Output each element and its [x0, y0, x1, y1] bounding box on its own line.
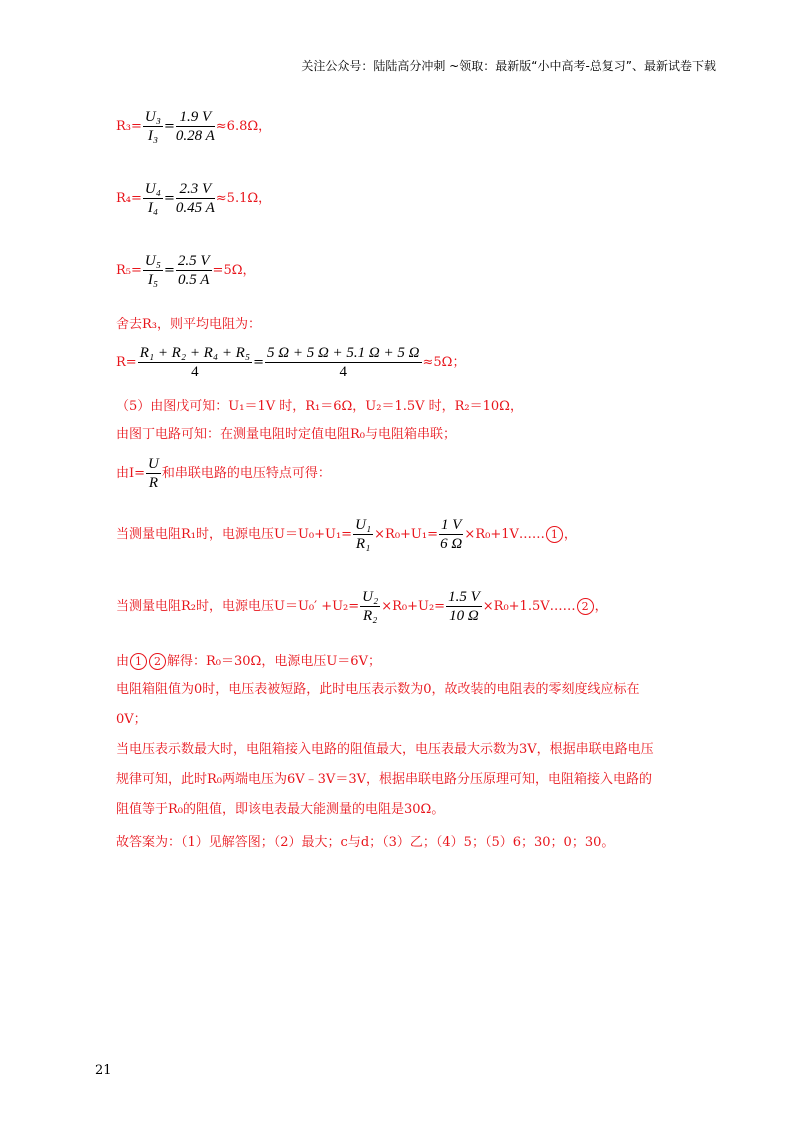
part5-text: （5）由图戊可知：U₁＝1V 时，R₁＝6Ω，U₂＝1.5V 时，R₂＝10Ω， [116, 399, 523, 414]
page-number: 21 [95, 1063, 112, 1078]
max-line-2: 规律可知，此时R₀两端电压为6V﹣3V＝3V，根据串联电路分压原理可知，电阻箱接入电路的 [116, 772, 652, 787]
answer-text: 故答案为：（1）见解答图；（2）最大；c与d；（3）乙；（4）5；（5）6；30；0；30。 [116, 835, 615, 850]
fraction: $\frac{\text{U₁}}{\text{R₁}}$ [355, 517, 372, 552]
average-formula: R= $\frac{\text{R₁ + R₂ + R₄ + R₅}}{4}$ = $\frac{5 \Omega + 5 \Omega + 5.1 \Omega + 5 \Omega}{4}$ ≈5Ω； [116, 345, 466, 380]
max-line-1: 当电压表示数最大时，电阻箱接入电路的阻值最大，电压表最大示数为3V，根据串联电路电压 [116, 742, 654, 757]
fraction: $\frac{\text{U₅}}{\text{I₅}}$ [144, 253, 161, 288]
fraction: $\frac{1.5 V}{10 \Omega}$ [448, 589, 480, 624]
fraction: $\frac{1 V}{6 \Omega}$ [440, 517, 463, 552]
fraction: $\frac{2.3 V}{0.45 A}$ [175, 181, 215, 216]
fraction: $\frac{\text{U₃}}{\text{I₃}}$ [144, 109, 161, 144]
fraction: $\frac{1.9 V}{0.28 A}$ [175, 109, 215, 144]
circled-number-1: 1 [130, 653, 147, 670]
zero-line-1: 电阻箱阻值为0时，电压表被短路，此时电压表示数为0，故改装的电阻表的零刻度线应标在 [116, 682, 640, 697]
zero-line-2: 0V； [116, 712, 147, 727]
fraction: $\frac{\text{U₂}}{\text{R₂}}$ [362, 589, 379, 624]
equation-1: 当测量电阻R₁时，电源电压U＝U₀+U₁= $\frac{\text{U₁}}{\text{R₁}}$ ×R₀+U₁= $\frac{1 V}{6 \Omega}$ ×R₀+1V…… 1 ， [116, 517, 577, 552]
circled-number-2: 2 [149, 653, 166, 670]
equation-2: 当测量电阻R₂时，电源电压U＝U₀′ +U₂= $\frac{\text{U₂}}{\text{R₂}}$ ×R₀+U₂= $\frac{1.5 V}{10 \Omega}$ ×R₀+1.5V…… 2 ， [116, 589, 608, 624]
solve-text: 由 1 2 解得：R₀＝30Ω，电源电压U＝6V； [116, 654, 381, 669]
circled-number-2: 2 [577, 598, 594, 615]
max-line-3: 阻值等于R₀的阻值，即该电表最大能测量的电阻是30Ω。 [116, 802, 445, 817]
fraction: $\frac{\text{R₁ + R₂ + R₄ + R₅}}{4}$ [139, 345, 251, 380]
series-text: 由图丁电路可知：在测量电阻时定值电阻R₀与电阻箱串联； [116, 427, 456, 442]
fraction: $\frac{\text{U₄}}{\text{I₄}}$ [144, 181, 161, 216]
fraction: $\frac{2.5 V}{0.5 A}$ [177, 253, 210, 288]
r3-formula: R₃= $\frac{\text{U₃}}{\text{I₃}}$ = $\frac{1.9 V}{0.28 A}$ ≈6.8Ω， [116, 109, 272, 144]
page-header: 关注公众号：陆陆高分冲刺 ~领取：最新版“小中高考-总复习”、最新试卷下载 [301, 59, 716, 73]
circled-number-1: 1 [546, 526, 563, 543]
fraction: $\frac{U}{R}$ [148, 456, 159, 491]
fraction: $\frac{5 \Omega + 5 \Omega + 5.1 \Omega + 5 \Omega}{4}$ [266, 345, 420, 380]
r5-formula: R₅= $\frac{\text{U₅}}{\text{I₅}}$ = $\frac{2.5 V}{0.5 A}$ =5Ω， [116, 253, 256, 288]
ohm-law-text: 由I= $\frac{U}{R}$ 和串联电路的电压特点可得： [116, 456, 331, 491]
r4-formula: R₄= $\frac{\text{U₄}}{\text{I₄}}$ = $\frac{2.3 V}{0.45 A}$ ≈5.1Ω， [116, 181, 272, 216]
discard-text: 舍去R₃，则平均电阻为： [116, 317, 261, 332]
